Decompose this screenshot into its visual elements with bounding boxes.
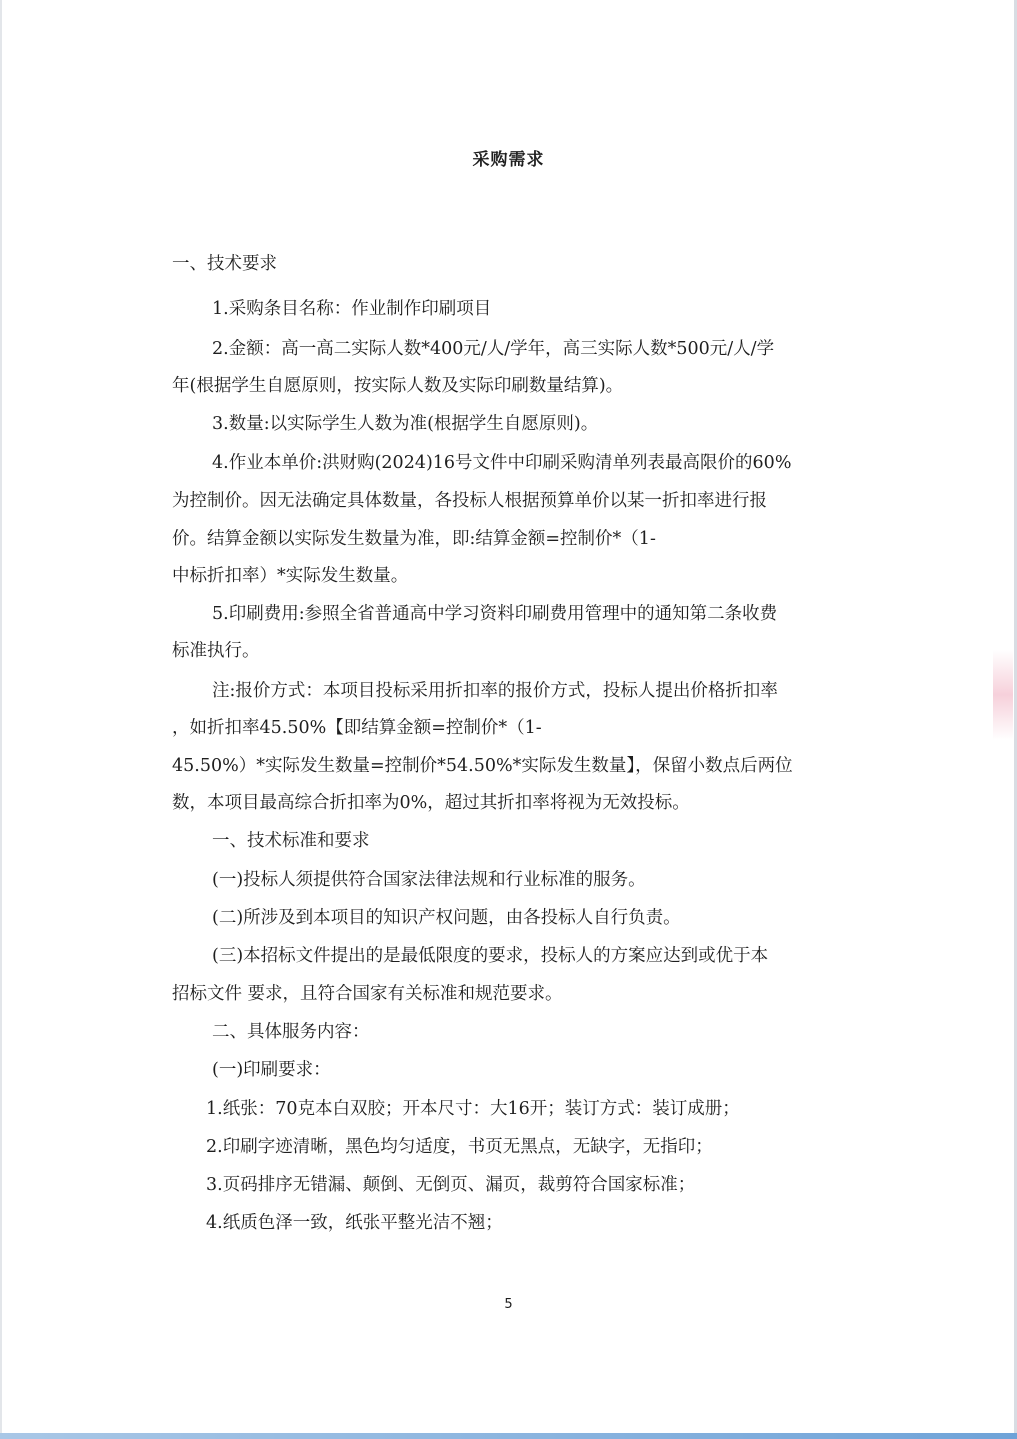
scan-edge-bottom [0,1433,1017,1439]
paragraph-line: ，如折扣率45.50%【即结算金额=控制价*（1- [172,718,542,738]
paragraph-line: 价。结算金额以实际发生数量为准，即:结算金额=控制价*（1- [172,529,656,549]
document-title: 采购需求 [472,150,545,170]
paragraph-line: (二)所涉及到本项目的知识产权问题，由各投标人自行负责。 [212,908,681,928]
scan-edge-left [0,0,2,1439]
paragraph-line: 5.印刷费用:参照全省普通高中学习资料印刷费用管理中的通知第二条收费 [212,604,778,624]
page-number: 5 [504,1297,513,1312]
paragraph-line: 年(根据学生自愿原则，按实际人数及实际印刷数量结算)。 [172,376,624,396]
section-heading-standards: 一、技术标准和要求 [212,831,370,851]
paragraph-line: 3.数量:以实际学生人数为准(根据学生自愿原则)。 [212,414,599,434]
paragraph-line: 中标折扣率）*实际发生数量。 [172,566,409,586]
section-heading-technical-requirements: 一、技术要求 [172,254,277,274]
paragraph-line: 为控制价。因无法确定具体数量，各投标人根据预算单价以某一折扣率进行报 [172,491,767,511]
seal-stamp-fragment [993,650,1013,740]
section-heading-service-content: 二、具体服务内容： [212,1022,370,1042]
paragraph-line: 1.采购条目名称：作业制作印刷项目 [212,299,492,319]
paragraph-line: 2.印刷字迹清晰，黑色均匀适度，书页无黑点，无缺字，无指印； [206,1137,713,1157]
paragraph-line: 4.作业本单价:洪财购(2024)16号文件中印刷采购清单列表最高限价的60% [212,453,792,473]
paragraph-line: 1.纸张：70克本白双胶；开本尺寸：大16开；装订方式：装订成册； [206,1099,740,1119]
paragraph-line: 数，本项目最高综合折扣率为0%，超过其折扣率将视为无效投标。 [172,793,690,813]
paragraph-line: 注:报价方式：本项目投标采用折扣率的报价方式，投标人提出价格折扣率 [212,681,778,701]
paragraph-line: (三)本招标文件提出的是最低限度的要求，投标人的方案应达到或优于本 [212,946,769,966]
paragraph-line: 2.金额：高一高二实际人数*400元/人/学年，高三实际人数*500元/人/学 [212,339,775,359]
paragraph-line: 标准执行。 [172,641,260,661]
paragraph-line: (一)印刷要求： [212,1060,331,1080]
paragraph-line: 4.纸质色泽一致，纸张平整光洁不翘； [206,1213,503,1233]
paragraph-line: 3.页码排序无错漏、颠倒、无倒页、漏页，裁剪符合国家标准； [206,1175,696,1195]
paragraph-line: 45.50%）*实际发生数量=控制价*54.50%*实际发生数量】，保留小数点后两位 [172,756,793,776]
paragraph-line: 招标文件 要求，且符合国家有关标准和规范要求。 [172,984,563,1004]
paragraph-line: (一)投标人须提供符合国家法律法规和行业标准的服务。 [212,870,646,890]
